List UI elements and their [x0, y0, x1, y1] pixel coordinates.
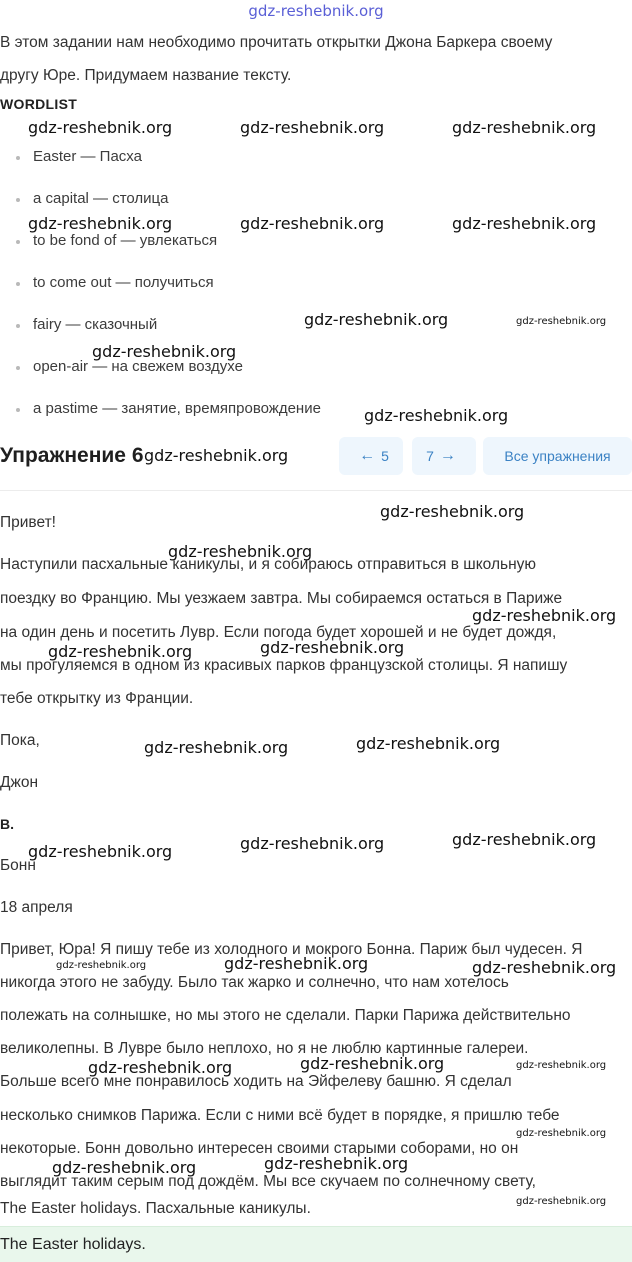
- bullet-icon: [16, 408, 20, 412]
- site-watermark-top: gdz-reshebnik.org: [248, 2, 384, 20]
- letter-city: Бонн: [0, 857, 36, 874]
- divider: [0, 490, 632, 491]
- letter-date: 18 апреля: [0, 899, 73, 916]
- letter-line: Привет, Юра! Я пишу тебе из холодного и мокрого Бонна. Париж был чудесен. Я: [0, 941, 583, 958]
- watermark: gdz-reshebnik.org: [224, 954, 369, 973]
- letter-line: на один день и посетить Лувр. Если погода будет хорошей и не будет дождя,: [0, 624, 557, 641]
- watermark: gdz-reshebnik.org: [88, 1058, 233, 1077]
- watermark: gdz-reshebnik.org: [48, 642, 193, 661]
- watermark: gdz-reshebnik.org: [516, 1196, 607, 1207]
- watermark: gdz-reshebnik.org: [240, 834, 385, 853]
- watermark: gdz-reshebnik.org: [300, 1054, 445, 1073]
- next-exercise-button[interactable]: [412, 437, 476, 475]
- all-exercises-label: Все упражнения: [504, 448, 611, 464]
- exercise-title: Упражнение 6: [0, 444, 144, 467]
- letter-line: тебе открытку из Франции.: [0, 690, 194, 707]
- watermark: gdz-reshebnik.org: [260, 638, 405, 657]
- watermark: gdz-reshebnik.org: [364, 406, 509, 425]
- watermark: gdz-reshebnik.org: [356, 734, 501, 753]
- wordlist-title: WORDLIST: [0, 96, 78, 112]
- letter-line: великолепны. В Лувре было неплохо, но я не люблю картинные галереи.: [0, 1040, 529, 1057]
- answer-box: [0, 1226, 632, 1262]
- intro-line: В этом задании нам необходимо прочитать открытки Джона Баркера своему: [0, 34, 553, 51]
- bullet-icon: [16, 324, 20, 328]
- arrow-right-icon: →: [439, 447, 456, 464]
- answer-text: The Easter holidays.: [0, 1236, 146, 1253]
- letter-line: никогда этого не забуду. Было так жарко и солнечно, что нам хотелось: [0, 974, 509, 991]
- watermark: gdz-reshebnik.org: [264, 1154, 409, 1173]
- watermark: gdz-reshebnik.org: [52, 1158, 197, 1177]
- bullet-icon: [16, 282, 20, 286]
- watermark: gdz-reshebnik.org: [452, 214, 597, 233]
- watermark: gdz-reshebnik.org: [168, 542, 313, 561]
- intro-line: другу Юре. Придумаем название тексту.: [0, 67, 292, 84]
- watermark: gdz-reshebnik.org: [516, 1128, 607, 1139]
- letter-final-line: The Easter holidays. Пасхальные каникулы.: [0, 1200, 311, 1217]
- prev-exercise-label: 5: [381, 448, 389, 464]
- watermark: gdz-reshebnik.org: [56, 960, 147, 971]
- letter-greeting: Привет!: [0, 514, 56, 531]
- letter-closing: Пока,: [0, 732, 40, 749]
- bullet-icon: [16, 240, 20, 244]
- letter-line: выглядит таким серым под дождём. Мы все скучаем по солнечному свету,: [0, 1173, 536, 1190]
- watermark: gdz-reshebnik.org: [516, 316, 607, 327]
- bullet-icon: [16, 198, 20, 202]
- section-label: B.: [0, 816, 14, 832]
- arrow-left-icon: ←: [359, 447, 376, 464]
- watermark: gdz-reshebnik.org: [28, 214, 173, 233]
- watermark: gdz-reshebnik.org: [144, 738, 289, 757]
- bullet-icon: [16, 156, 20, 160]
- watermark: gdz-reshebnik.org: [240, 214, 385, 233]
- prev-exercise-button[interactable]: [339, 437, 403, 475]
- watermark: gdz-reshebnik.org: [28, 842, 173, 861]
- watermark: gdz-reshebnik.org: [516, 1060, 607, 1071]
- bullet-icon: [16, 366, 20, 370]
- letter-line: некоторые. Бонн довольно интересен своими старыми соборами, но он: [0, 1140, 519, 1157]
- letter-signature: Джон: [0, 774, 39, 791]
- watermark: gdz-reshebnik.org: [240, 118, 385, 137]
- watermark: gdz-reshebnik.org: [472, 958, 617, 977]
- letter-line: поездку во Францию. Мы уезжаем завтра. Мы собираемся остаться в Париже: [0, 590, 563, 607]
- watermark: gdz-reshebnik.org: [472, 606, 617, 625]
- watermark: gdz-reshebnik.org: [380, 502, 525, 521]
- watermark: gdz-reshebnik.org: [28, 118, 173, 137]
- watermark: gdz-reshebnik.org: [304, 310, 449, 329]
- letter-line: мы прогуляемся в одном из красивых парков французской столицы. Я напишу: [0, 657, 568, 674]
- letter-line: Наступили пасхальные каникулы, и я собираюсь отправиться в школьную: [0, 556, 537, 573]
- next-exercise-label: 7: [426, 448, 434, 464]
- watermark: gdz-reshebnik.org: [92, 342, 237, 361]
- all-exercises-button[interactable]: [483, 437, 632, 475]
- letter-line: несколько снимков Парижа. Если с ними всё будет в порядке, я пришлю тебе: [0, 1107, 560, 1124]
- watermark: gdz-reshebnik.org: [144, 446, 289, 465]
- watermark: gdz-reshebnik.org: [452, 830, 597, 849]
- letter-line: полежать на солнышке, но мы этого не сделали. Парки Парижа действительно: [0, 1007, 571, 1024]
- letter-line: Больше всего мне понравилось ходить на Эйфелеву башню. Я сделал: [0, 1073, 512, 1090]
- watermark: gdz-reshebnik.org: [452, 118, 597, 137]
